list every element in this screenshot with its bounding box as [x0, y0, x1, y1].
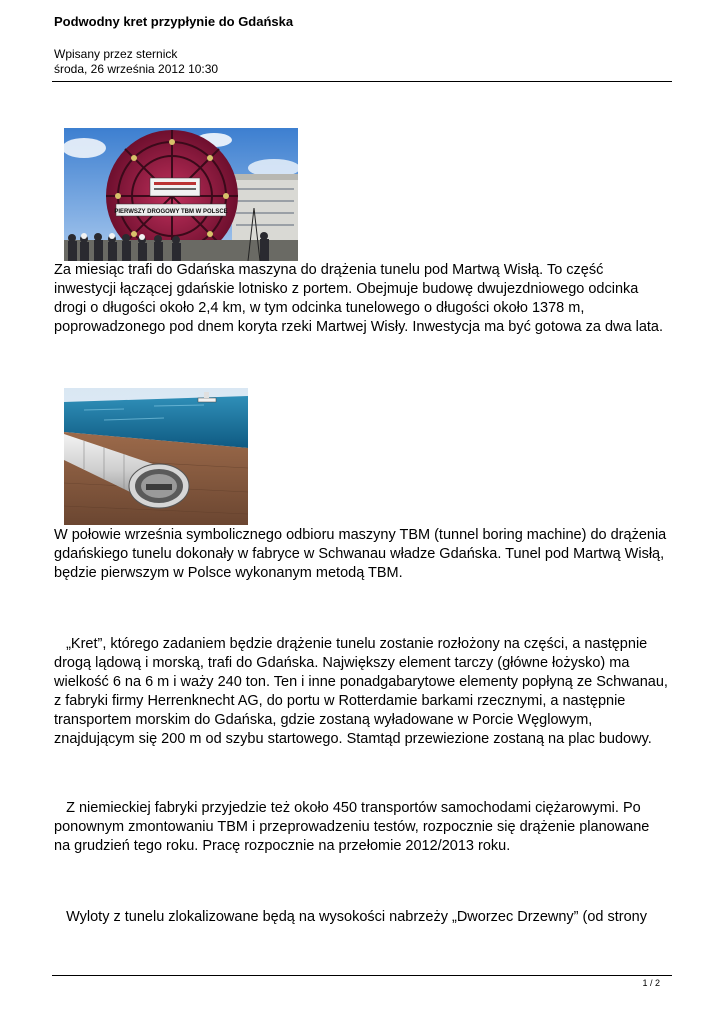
text-line: Z niemieckiej fabryki przyjedzie też około 450 transportów samochodami ciężarowymi. Po: [54, 800, 641, 816]
text-line: znajdującym się 200 m od szybu startowego. Stamtąd przewiezione zostaną na plac budowy.: [54, 731, 652, 747]
text-line: poprowadzonego pod dnem koryta rzeki Martwej Wisły. Inwestycja ma być gotowa za dwa lata.: [54, 319, 664, 335]
text-line: inwestycji łączącej gdańskie lotnisko z portem. Obejmuje budowę dwujezdniowego odcinka: [54, 281, 639, 297]
author-line: Wpisany przez sternick: [54, 47, 178, 61]
header-divider: [52, 81, 672, 82]
text-line: Wyloty z tunelu zlokalizowane będą na wysokości nabrzeży „Dworzec Drzewny” (od strony: [54, 909, 647, 925]
paragraph-1: [54, 261, 684, 337]
text-line: „Kret”, którego zadaniem będzie drążenie tunelu zostanie rozłożony na części, a następnie: [54, 636, 648, 652]
text-line: z fabryki firmy Herrenknecht AG, do portu w Rotterdamie barkami rzecznymi, a następnie: [54, 693, 626, 709]
text-line: Za miesiąc trafi do Gdańska maszyna do drążenia tunelu pod Martwą Wisłą. To część: [54, 262, 604, 278]
text-line: na grudzień tego roku. Pracę rozpocznie na przełomie 2012/2013 roku.: [54, 838, 511, 854]
date-line: środa, 26 września 2012 10:30: [54, 62, 219, 76]
text-line: wielkość 6 na 6 m i waży 240 ton. Ten i inne ponadgabarytowe elementy popłyną ze Schwanau,: [54, 674, 668, 690]
article-title: Podwodny kret przypłynie do Gdańska: [54, 14, 294, 29]
tbm-banner-text: PIERWSZY DROGOWY TBM W POLSCE: [114, 209, 228, 215]
text-line: ponownym zmontowaniu TBM i przeprowadzeniu testów, rozpocznie się drążenie planowane: [54, 819, 650, 835]
paragraph-5: [54, 908, 684, 927]
text-line: W połowie września symbolicznego odbioru maszyny TBM (tunnel boring machine) do drążenia: [54, 527, 667, 543]
text-line: transportem morskim do Gdańska, gdzie zostaną wyładowane w Porcie Węglowym,: [54, 712, 593, 728]
text-line: drogi o długości około 2,4 km, w tym odcinka tunelowego o długości około 1378 m,: [54, 300, 585, 316]
paragraph-2: [54, 526, 684, 583]
tbm-cutterhead-photo: [64, 128, 298, 261]
article-meta: [54, 47, 218, 77]
tunnel-illustration: [64, 388, 248, 525]
paragraph-3: [54, 635, 684, 749]
text-line: będzie pierwszym w Polsce wykonanym metodą TBM.: [54, 565, 403, 581]
paragraph-4: [54, 799, 684, 856]
text-line: drogą lądową i morską, trafi do Gdańska. Największy element tarczy (główne łożysko) ma: [54, 655, 630, 671]
text-line: gdańskiego tunelu dokonały w fabryce w Schwanau władze Gdańska. Tunel pod Martwą Wisłą,: [54, 546, 665, 562]
footer-divider: [52, 975, 672, 976]
page-number: 1 / 2: [642, 978, 660, 988]
